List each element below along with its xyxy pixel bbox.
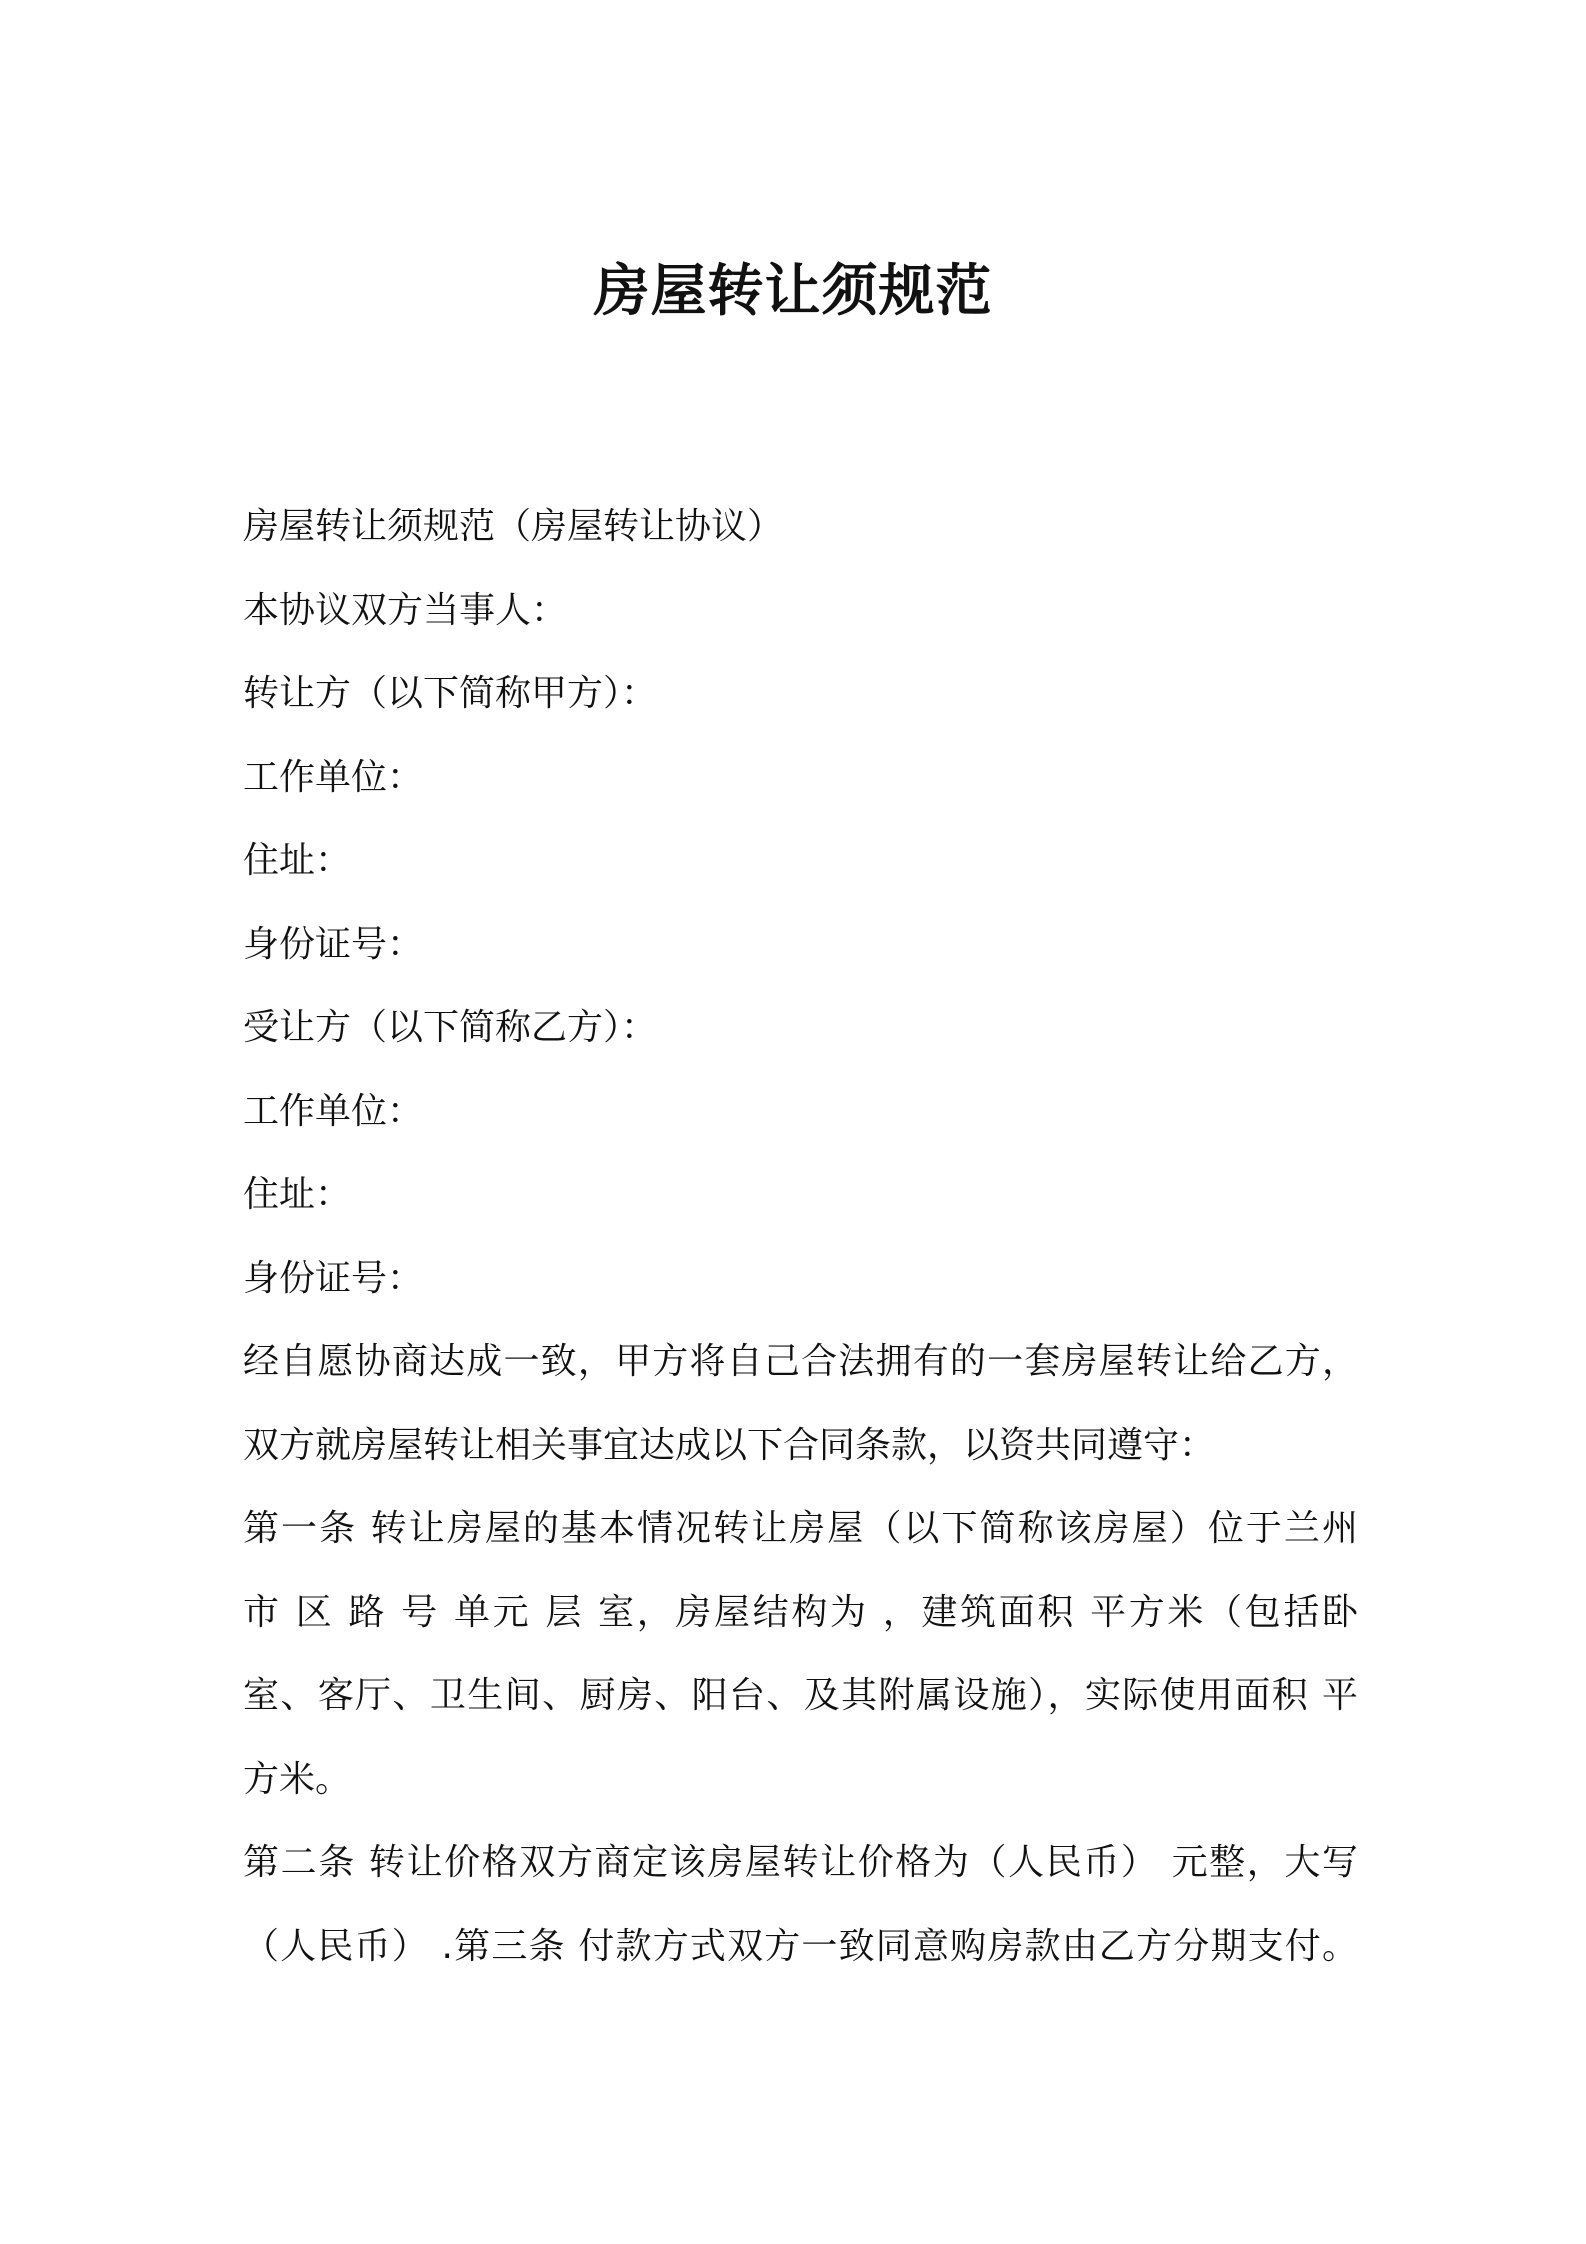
transferor-workplace-label: 工作单位： (243, 756, 424, 798)
transferor-label: 转让方（以下简称甲方）： (243, 673, 658, 714)
article-1-line-2: 市 区 路 号 单元 层 室，房屋结构为 ，建筑面积 平方米（包括卧 (243, 1591, 1358, 1633)
transferee-id-label: 身份证号： (243, 1257, 424, 1299)
parties-heading: 本协议双方当事人： (243, 589, 568, 631)
article-2-line-1: 第二条 转让价格双方商定该房屋转让价格为（人民币） 元整，大写 (243, 1842, 1358, 1883)
article-1-line-1: 第一条 转让房屋的基本情况转让房屋（以下简称该房屋）位于兰州 (243, 1508, 1358, 1549)
article-1-line-3: 室、客厅、卫生间、厨房、阳台、及其附属设施），实际使用面积 平 (243, 1675, 1358, 1716)
document-title: 房屋转让须规范 (593, 259, 993, 324)
transferor-address-label: 住址： (243, 840, 352, 881)
subtitle-line: 房屋转让须规范（房屋转让协议） (243, 506, 784, 547)
article-2-line-2: （人民币） .第三条 付款方式双方一致同意购房款由乙方分期支付。 (243, 1925, 1358, 1967)
transferee-label: 受让方（以下简称乙方）： (243, 1007, 658, 1048)
agreement-intro-line-1: 经自愿协商达成一致，甲方将自己合法拥有的一套房屋转让给乙方， (243, 1341, 1358, 1382)
document-body (243, 485, 1358, 1988)
transferee-workplace-label: 工作单位： (243, 1090, 424, 1132)
article-1-line-4: 方米。 (243, 1758, 352, 1800)
transferor-id-label: 身份证号： (243, 923, 424, 965)
agreement-intro-line-2: 双方就房屋转让相关事宜达成以下合同条款，以资共同遵守： (243, 1424, 1216, 1466)
transferee-address-label: 住址： (243, 1174, 352, 1215)
